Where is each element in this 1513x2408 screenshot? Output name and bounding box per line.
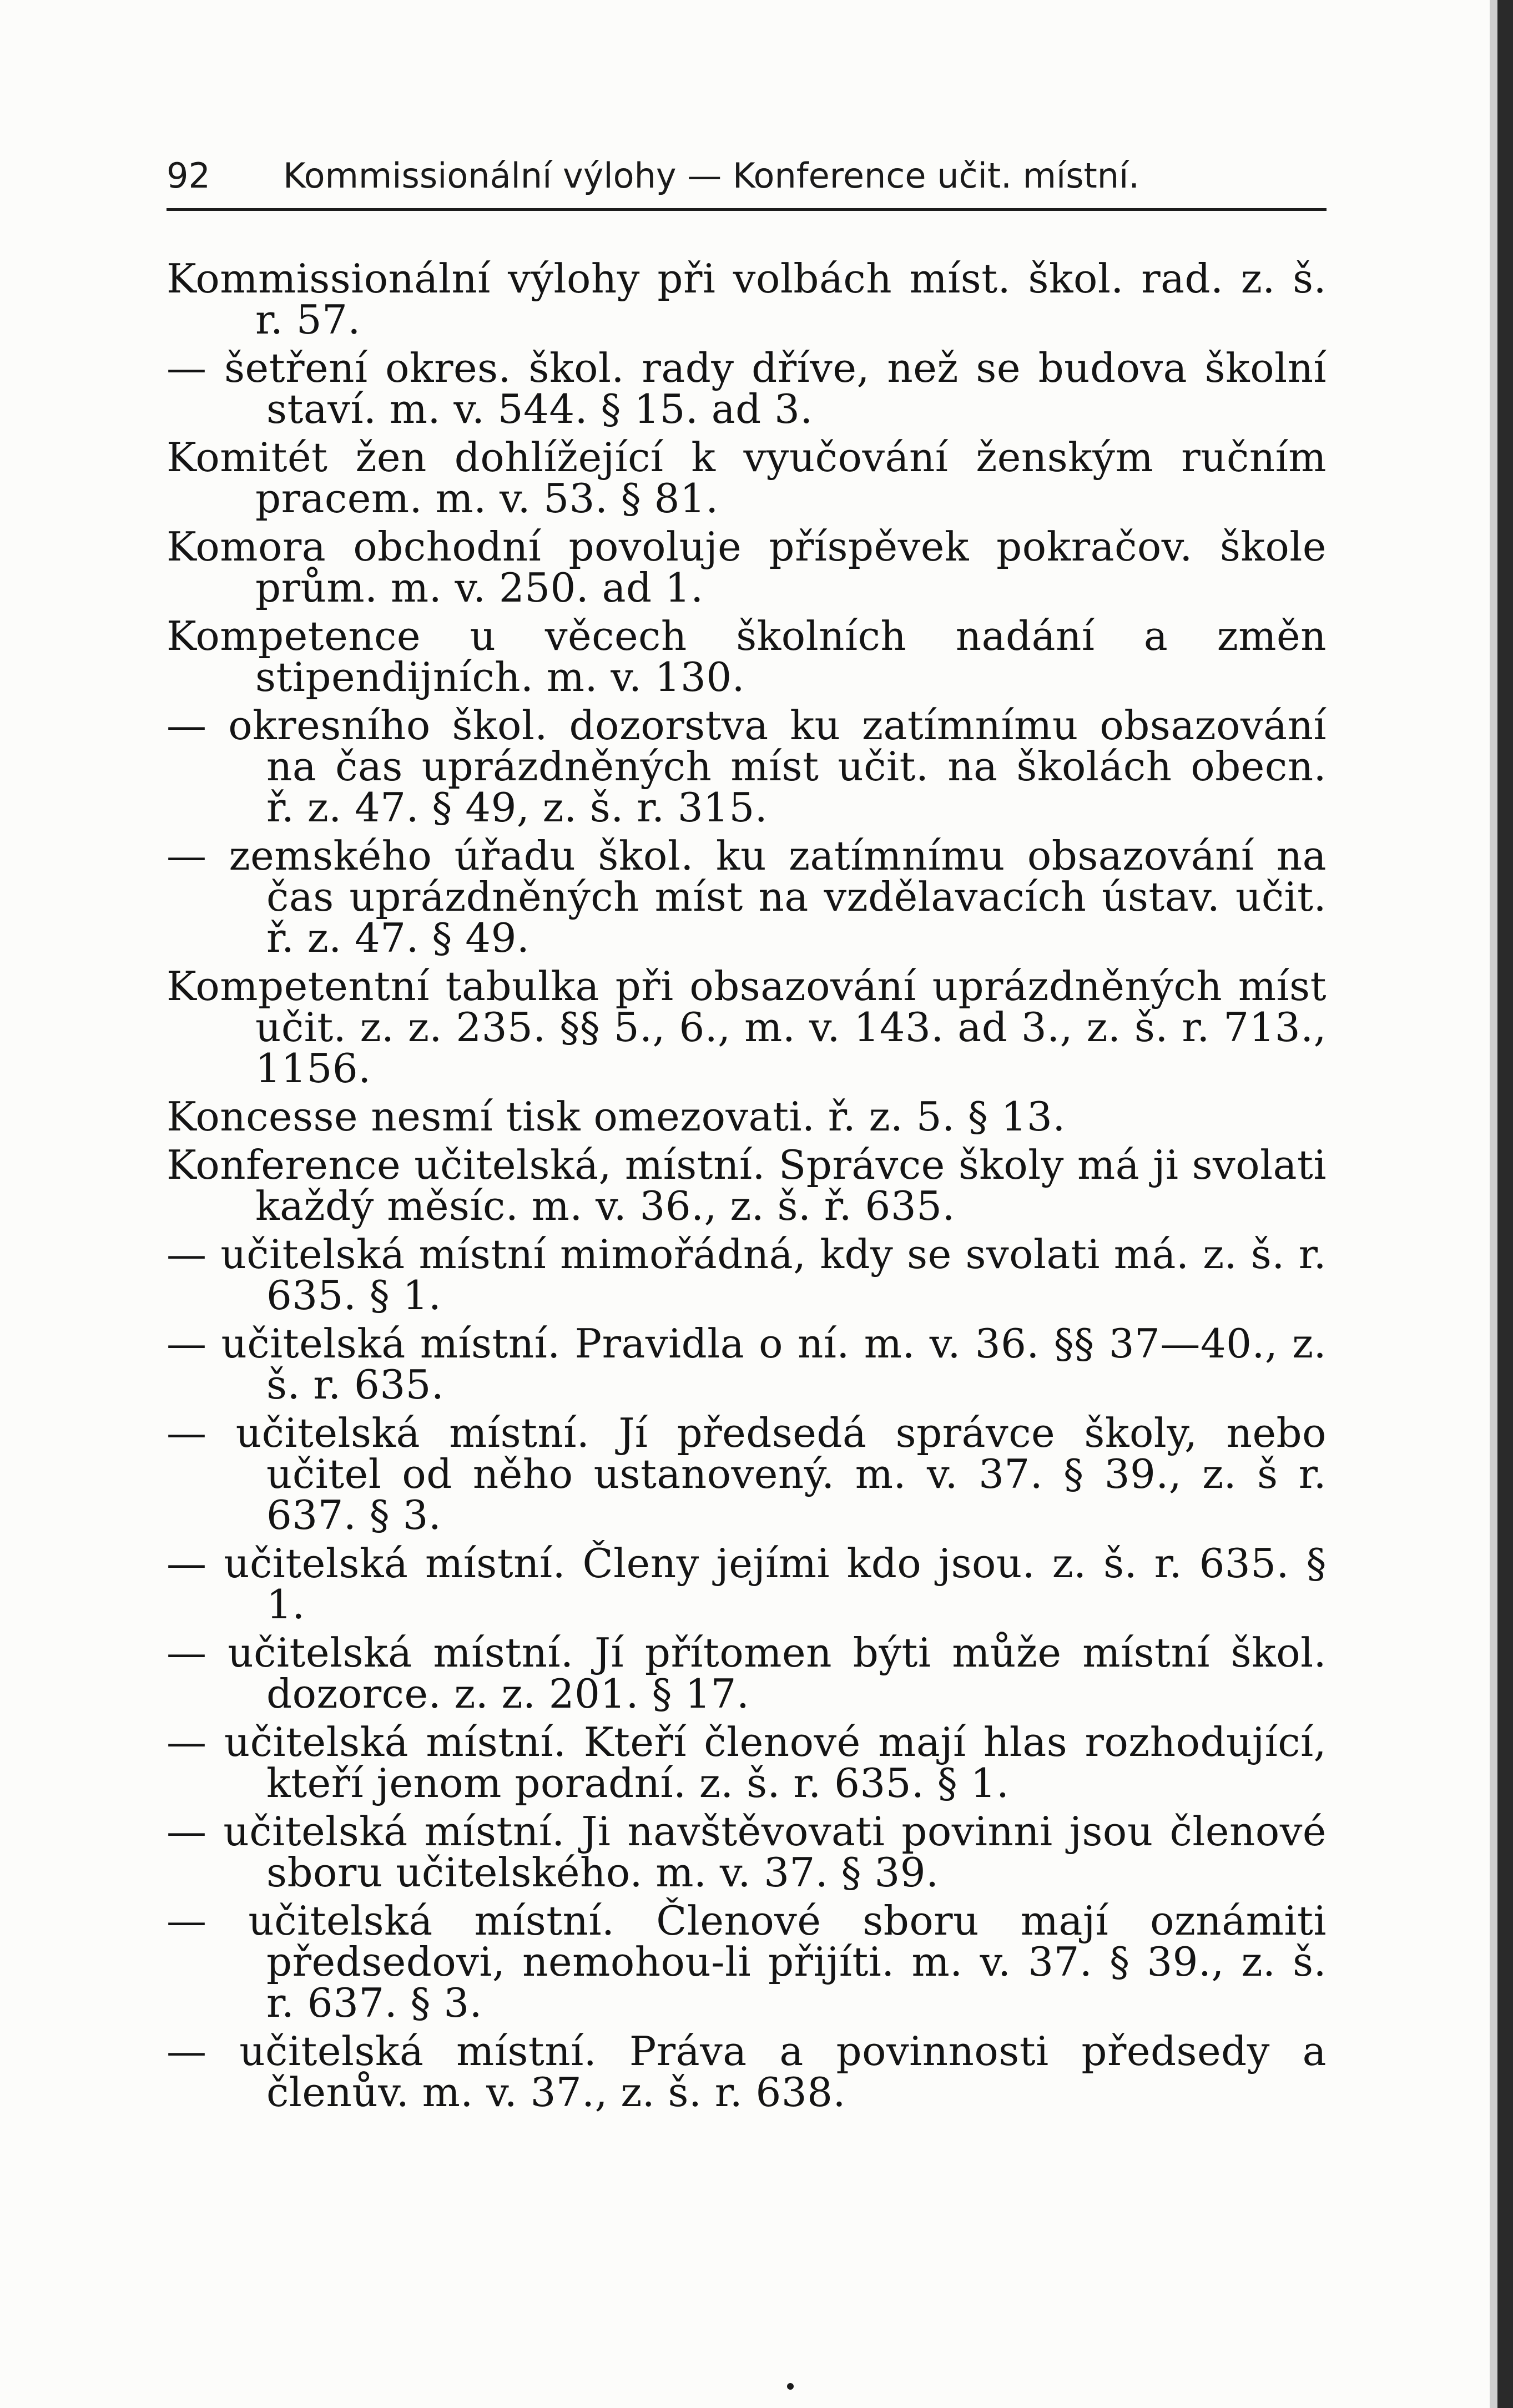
header-rule <box>167 208 1327 211</box>
print-dot <box>787 2383 794 2390</box>
index-entry: — zemského úřadu škol. ku zatímnímu obsazování na čas uprázdněných míst na vzdělavacích ústav. učit. ř. z. 47. § 49. <box>167 832 1327 961</box>
index-entry: Koncesse nesmí tisk omezovati. ř. z. 5. § 13. <box>167 1093 1066 1140</box>
index-entry: — učitelská místní. Kteří členové mají hlas rozhodující, kteří jenom poradní. z. š. r. 635. § 1. <box>167 1719 1327 1806</box>
index-entry: Kompetentní tabulka při obsazování uprázdněných míst učit. z. z. 235. §§ 5., 6., m. v. 143. ad 3., z. š. r. 713., 1156. <box>167 963 1327 1092</box>
running-head: Kommissionální výlohy — Konference učit. místní. <box>283 155 1140 196</box>
index-entry: — učitelská místní. Pravidla o ní. m. v. 36. §§ 37—40., z. š. r. 635. <box>167 1320 1327 1408</box>
index-entry: — učitelská místní. Jí přítomen býti může místní škol. dozorce. z. z. 201. § 17. <box>167 1629 1327 1717</box>
index-entry: — učitelská místní. Ji navštěvovati povinni jsou členové sboru učitelského. m. v. 37. § 39. <box>167 1808 1327 1896</box>
index-entry: — okresního škol. dozorstva ku zatímnímu obsazování na čas uprázdněných míst učit. na školách obecn. ř. z. 47. § 49, z. š. r. 315. <box>167 702 1327 831</box>
index-entry: — učitelská místní. Členové sboru mají oznámiti předsedovi, nemohou-li přijíti. m. v. 37. § 39., z. š. r. 637. § 3. <box>167 1897 1327 2026</box>
index-entry: Komitét žen dohlížející k vyučování ženským ručním pracem. m. v. 53. § 81. <box>167 434 1327 522</box>
index-entry: — učitelská místní mimořádná, kdy se svolati má. z. š. r. 635. § 1. <box>167 1231 1327 1319</box>
index-entry: Kompetence u věcech školních nadání a změn stipendijních. m. v. 130. <box>167 613 1327 700</box>
page-header <box>167 150 1293 205</box>
index-entries <box>167 255 1327 2120</box>
page-edge-shadow <box>1490 0 1497 2408</box>
index-entry: Komora obchodní povoluje příspěvek pokračov. škole prům. m. v. 250. ad 1. <box>167 523 1327 611</box>
page-edge <box>1497 0 1513 2408</box>
index-entry: — učitelská místní. Jí předsedá správce školy, nebo učitel od něho ustanovený. m. v. 37. § 39., z. š r. 637. § 3. <box>167 1410 1327 1538</box>
index-entry: — šetření okres. škol. rady dříve, než se budova školní staví. m. v. 544. § 15. ad 3. <box>167 345 1327 432</box>
index-entry: Konference učitelská, místní. Správce školy má ji svolati každý měsíc. m. v. 36., z. š. ř. 635. <box>167 1142 1327 1229</box>
index-entry: Kommissionální výlohy při volbách míst. škol. rad. z. š. r. 57. <box>167 255 1327 343</box>
page-number: 92 <box>167 155 210 196</box>
index-entry: — učitelská místní. Členy jejími kdo jsou. z. š. r. 635. § 1. <box>167 1540 1327 1628</box>
index-entry: — učitelská místní. Práva a povinnosti předsedy a členův. m. v. 37., z. š. r. 638. <box>167 2028 1327 2116</box>
